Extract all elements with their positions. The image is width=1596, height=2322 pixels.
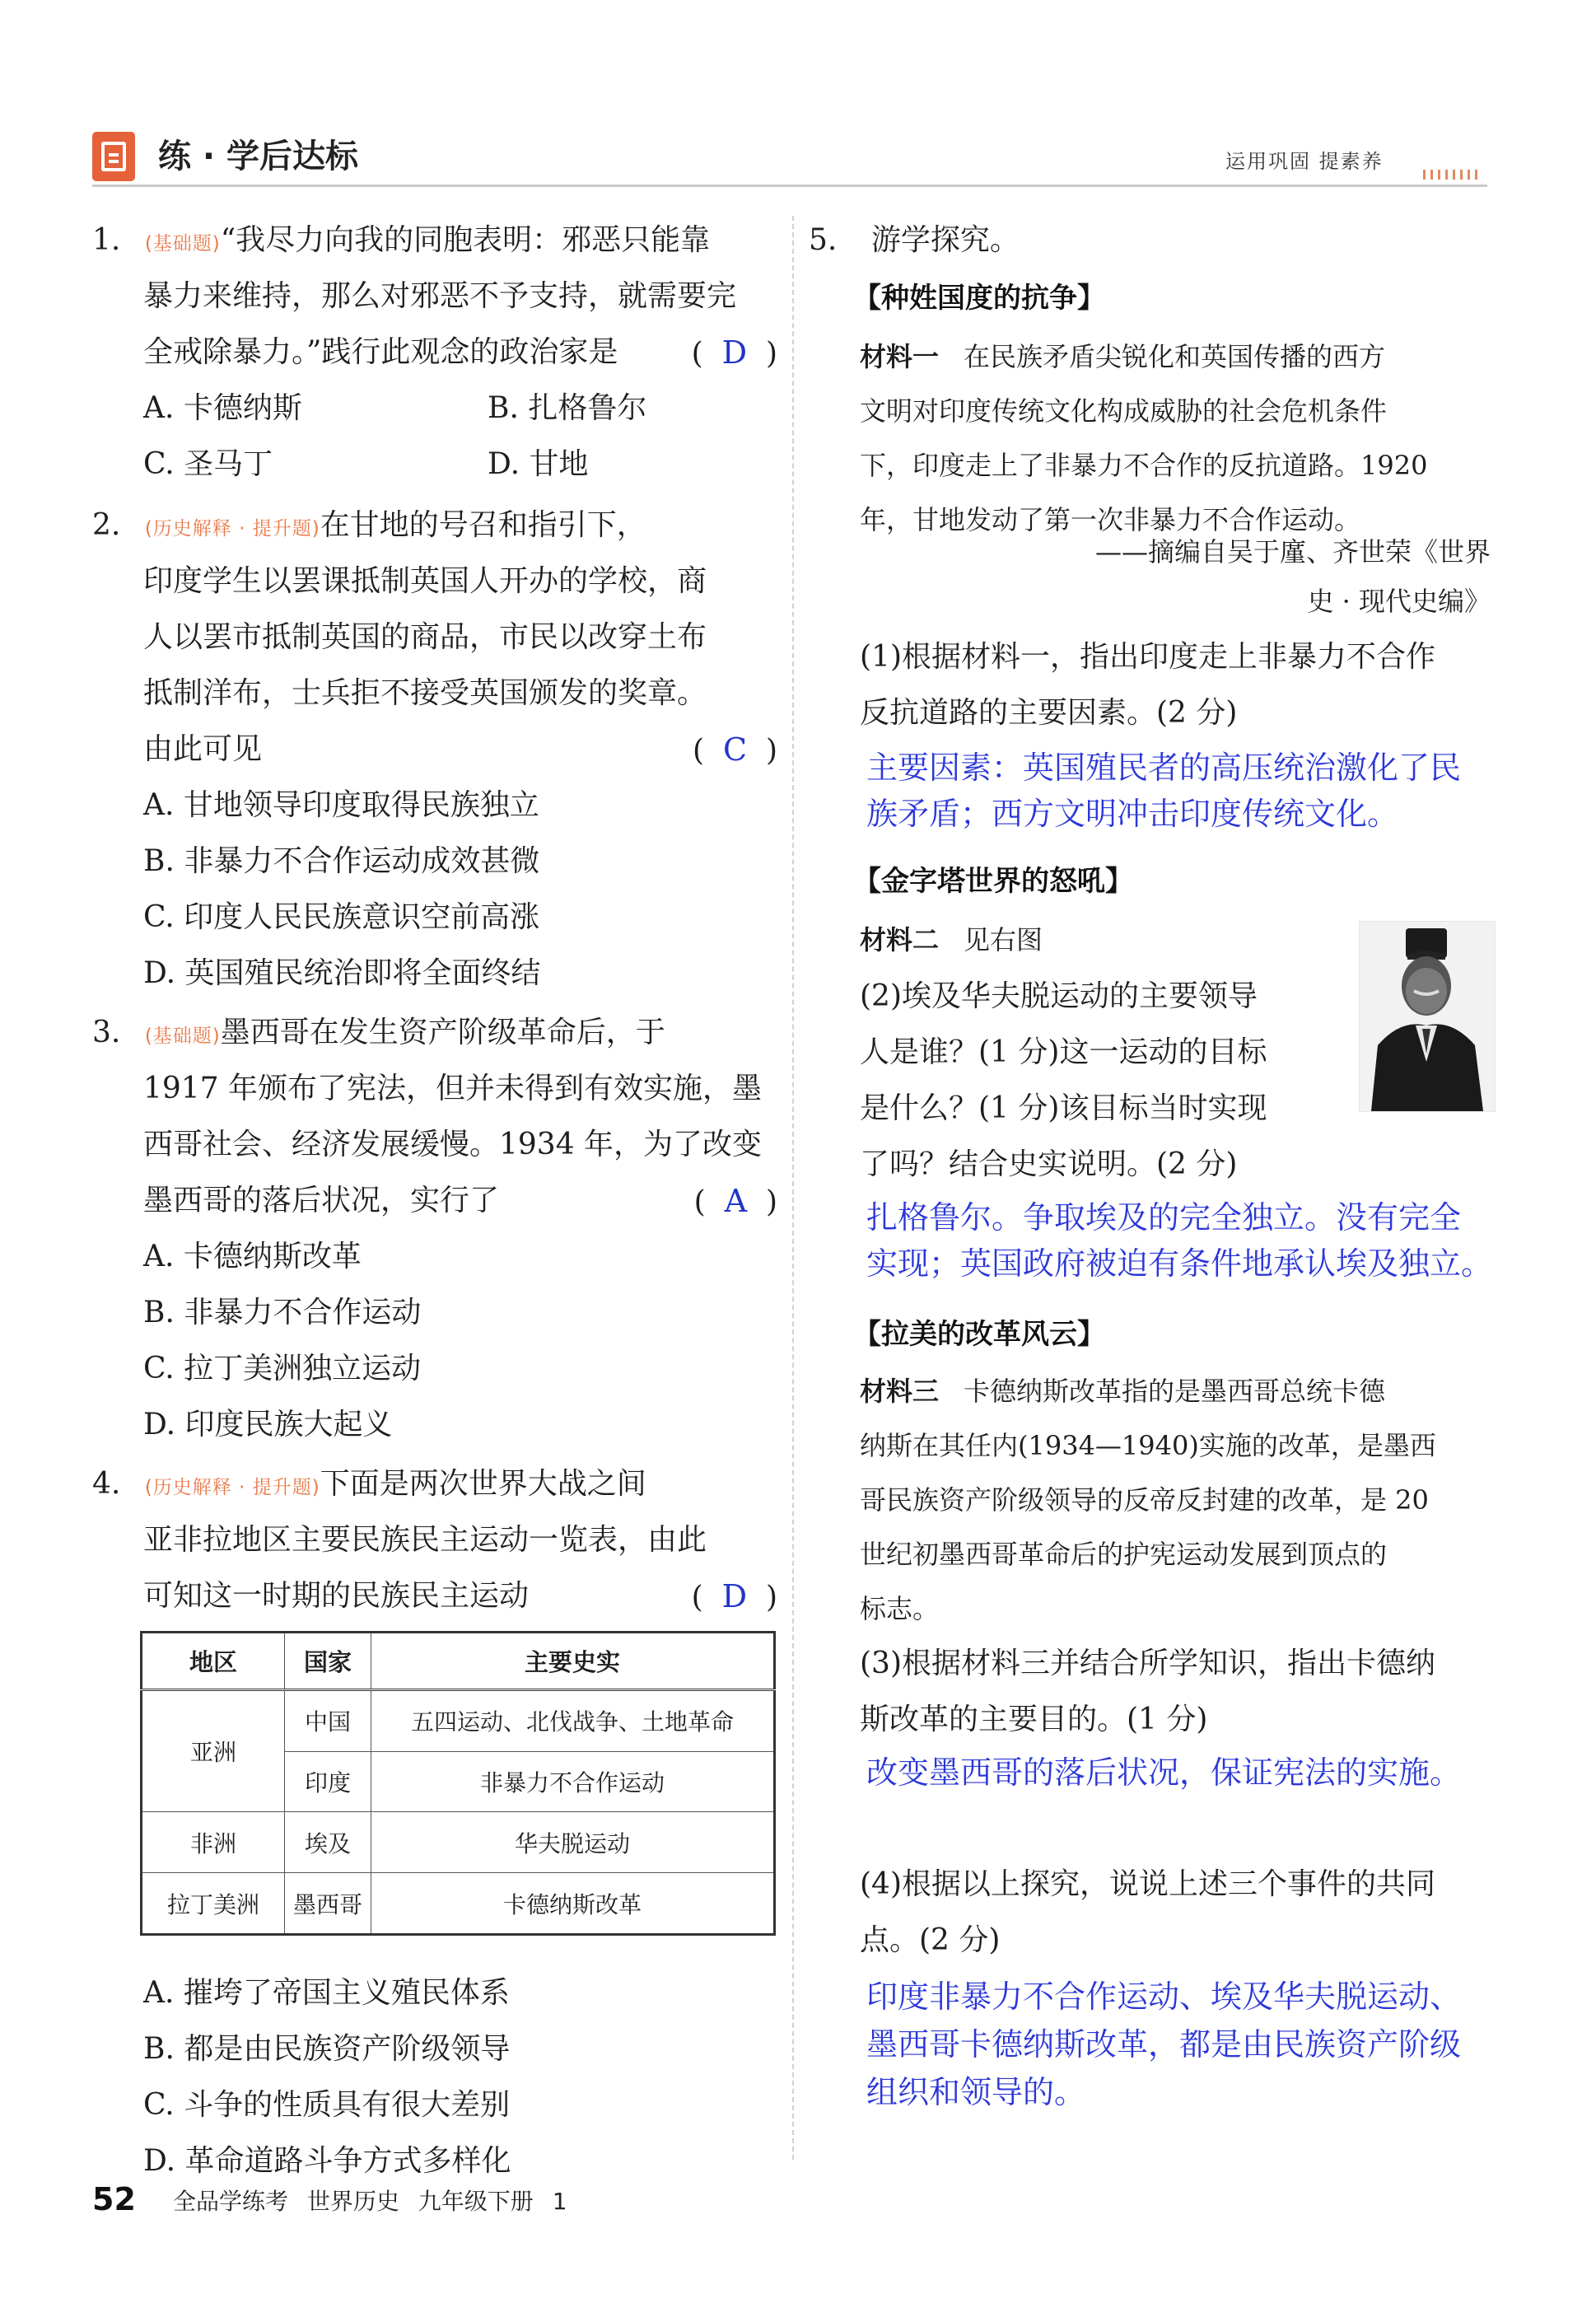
material-3-line-2: 纳斯在其任内(1934—1940)实施的改革，是墨西: [860, 1430, 1436, 1461]
header-rule: [92, 185, 1487, 187]
section-logo-icon: [92, 132, 135, 181]
q2-line-1: 2. (历史解释 · 提升题)在甘地的号召和指引下，: [92, 508, 646, 542]
section-heading-egypt: 【金字塔世界的怒吼】: [853, 865, 1133, 898]
material-1-source-1: ——摘编自吴于廑、齐世荣《世界: [1094, 536, 1491, 568]
q5-part-2-line-2: 人是谁？(1 分)这一运动的目标: [860, 1035, 1267, 1069]
q5-answer-1-line-2: 族矛盾；西方文明冲击印度传统文化。: [866, 796, 1399, 832]
section-heading-latin-america: 【拉美的改革风云】: [853, 1318, 1105, 1351]
table-row: [142, 1812, 775, 1873]
q5-part-1-line-1: (1)根据材料一，指出印度走上非暴力不合作: [860, 640, 1435, 674]
q4-answer: D: [721, 1578, 748, 1614]
q5-part-2-line-3: 是什么？(1 分)该目标当时实现: [860, 1091, 1267, 1125]
material-3-line-1: 材料三 卡德纳斯改革指的是墨西哥总统卡德: [860, 1376, 1386, 1407]
q3-line-3: 西哥社会、经济发展缓慢。1934 年，为了改变: [143, 1128, 763, 1161]
table-header: 国家: [285, 1633, 371, 1690]
material-1-line-4: 年，甘地发动了第一次非暴力不合作运动。: [860, 504, 1361, 535]
q3-line-2: 1917 年颁布了宪法，但并未得到有效实施，墨: [143, 1072, 763, 1105]
material-3-line-3: 哥民族资产阶级领导的反帝反封建的改革，是 20: [860, 1484, 1429, 1516]
q4-line-2: 亚非拉地区主要民族民主运动一览表，由此: [143, 1523, 707, 1557]
material-1-source-2: 史 · 现代史编》: [1307, 586, 1491, 617]
q5-part-4-line-1: (4)根据以上探究，说说上述三个事件的共同: [860, 1867, 1435, 1901]
q5-part-1-line-2: 反抗道路的主要因素。(2 分): [860, 696, 1238, 730]
table-header: 主要史实: [371, 1633, 775, 1690]
q1-line-1: 1. (基础题)“我尽力向我的同胞表明：邪恶只能靠: [92, 223, 711, 257]
q1-answer-bracket: ( D ): [691, 334, 777, 371]
q2-option-c: C. 印度人民民族意识空前高涨: [143, 900, 540, 934]
q4-option-a: A. 摧垮了帝国主义殖民体系: [143, 1976, 510, 2010]
table-row: [142, 1873, 775, 1935]
q5-part-2-line-4: 了吗？结合史实说明。(2 分): [860, 1147, 1238, 1181]
table-cell-fact: 华夫脱运动: [371, 1812, 775, 1873]
table-header: 地区: [142, 1633, 285, 1690]
q4-option-b: B. 都是由民族资产阶级领导: [143, 2032, 511, 2066]
q2-line-5: 由此可见 ( C ): [143, 722, 777, 778]
q3-answer-bracket: ( A ): [693, 1183, 777, 1219]
table-header-row: [142, 1633, 775, 1690]
q5-answer-2-line-2: 实现；英国政府被迫有条件地承认埃及独立。: [866, 1245, 1493, 1282]
q1-line-3: 全戒除暴力。”践行此观念的政治家是 ( D ): [143, 325, 777, 381]
q5-answer-1-line-1: 主要因素：英国殖民者的高压统治激化了民: [866, 750, 1462, 786]
q3-line-1: 3. (基础题)墨西哥在发生资产阶级革命后，于: [92, 1016, 665, 1049]
q4-tag: (历史解释 · 提升题): [144, 1477, 320, 1498]
decor-ticks: [1423, 170, 1481, 180]
q5-part-3-line-2: 斯改革的主要目的。(1 分): [860, 1703, 1208, 1736]
q5-part-4-line-2: 点。(2 分): [860, 1923, 1001, 1957]
table-cell-country: 中国: [285, 1689, 371, 1751]
q4-option-d: D. 革命道路斗争方式多样化: [143, 2144, 511, 2178]
portrait-illustration: [1360, 922, 1495, 1111]
q1-option-d: D. 甘地: [488, 447, 589, 481]
q2-option-a: A. 甘地领导印度取得民族独立: [143, 788, 539, 822]
table-row: [142, 1689, 775, 1751]
q1-answer: D: [721, 334, 748, 371]
table-cell-country: 埃及: [285, 1812, 371, 1873]
zaghloul-portrait-image: [1359, 921, 1496, 1112]
page-number: 52: [92, 2181, 136, 2217]
table-cell-region: 拉丁美洲: [142, 1873, 285, 1935]
table-cell-fact: 五四运动、北伐战争、土地革命: [371, 1689, 775, 1751]
q5-part-3-line-1: (3)根据材料三并结合所学知识，指出卡德纳: [860, 1647, 1435, 1680]
q5-part-2-line-1: (2)埃及华夫脱运动的主要领导: [860, 979, 1258, 1013]
q4-line-3: 可知这一时期的民族民主运动 ( D ): [143, 1568, 777, 1624]
material-3-line-4: 世纪初墨西哥革命后的护宪运动发展到顶点的: [860, 1539, 1388, 1570]
book-title: 全品学练考 世界历史 九年级下册 1: [173, 2188, 567, 2215]
table-cell-fact: 非暴力不合作运动: [371, 1751, 775, 1812]
column-divider: [792, 216, 794, 2160]
q3-option-b: B. 非暴力不合作运动: [143, 1296, 422, 1329]
movements-table: [140, 1631, 776, 1936]
q3-option-d: D. 印度民族大起义: [143, 1408, 393, 1441]
material-1-line-3: 下，印度走上了非暴力不合作的反抗道路。1920: [860, 450, 1428, 481]
table-cell-country: 印度: [285, 1751, 371, 1812]
section-title: 练 · 学后达标: [158, 138, 359, 175]
material-1-line-2: 文明对印度传统文化构成威胁的社会危机条件: [860, 395, 1388, 427]
q2-option-b: B. 非暴力不合作运动成效甚微: [143, 844, 540, 878]
q3-option-c: C. 拉丁美洲独立运动: [143, 1352, 422, 1385]
q1-option-c: C. 圣马丁: [143, 447, 273, 481]
q2-line-2: 印度学生以罢课抵制英国人开办的学校，商: [143, 564, 707, 598]
q5-answer-2-line-1: 扎格鲁尔。争取埃及的完全独立。没有完全: [866, 1199, 1462, 1236]
material-1-line-1: 材料一 在民族矛盾尖锐化和英国传播的西方: [860, 341, 1386, 372]
q3-answer: A: [724, 1183, 748, 1219]
material-3-line-5: 标志。: [860, 1593, 940, 1624]
q1-option-a: A. 卡德纳斯: [143, 391, 302, 425]
q1-line-2: 暴力来维持，那么对邪恶不予支持，就需要完: [143, 279, 737, 313]
q2-answer: C: [722, 731, 748, 768]
q4-option-c: C. 斗争的性质具有很大差别: [143, 2088, 511, 2122]
q5-heading: 5. 游学探究。: [809, 223, 1020, 257]
q2-line-3: 人以罢市抵制英国的商品，市民以改穿土布: [143, 620, 707, 654]
table-cell-country: 墨西哥: [285, 1873, 371, 1935]
table-cell-region: 亚洲: [142, 1689, 285, 1812]
table-cell-fact: 卡德纳斯改革: [371, 1873, 775, 1935]
q5-answer-4-line-3: 组织和领导的。: [866, 2074, 1086, 2110]
table-cell-region: 非洲: [142, 1812, 285, 1873]
q5-answer-3-line-1: 改变墨西哥的落后状况，保证宪法的实施。: [866, 1754, 1462, 1791]
section-heading-india: 【种姓国度的抗争】: [853, 282, 1105, 315]
q3-line-4: 墨西哥的落后状况，实行了 ( A ): [143, 1173, 777, 1229]
q1-tag: (基础题): [144, 233, 221, 255]
q1-option-b: B. 扎格鲁尔: [488, 391, 647, 425]
material-2-line: 材料二 见右图: [860, 924, 1043, 955]
q2-tag: (历史解释 · 提升题): [144, 518, 320, 540]
q2-line-4: 抵制洋布，士兵拒不接受英国颁发的奖章。: [143, 676, 707, 710]
q3-option-a: A. 卡德纳斯改革: [143, 1240, 362, 1273]
section-subtitle: 运用巩固 提素养: [1225, 150, 1384, 173]
q2-answer-bracket: ( C ): [693, 731, 777, 768]
q4-answer-bracket: ( D ): [691, 1578, 777, 1614]
q4-line-1: 4. (历史解释 · 提升题)下面是两次世界大战之间: [92, 1467, 646, 1501]
q2-option-d: D. 英国殖民统治即将全面终结: [143, 956, 541, 990]
q5-answer-4-line-2: 墨西哥卡德纳斯改革，都是由民族资产阶级: [866, 2026, 1462, 2063]
q3-tag: (基础题): [144, 1026, 221, 1047]
q5-answer-4-line-1: 印度非暴力不合作运动、埃及华夫脱运动、: [866, 1979, 1462, 2015]
